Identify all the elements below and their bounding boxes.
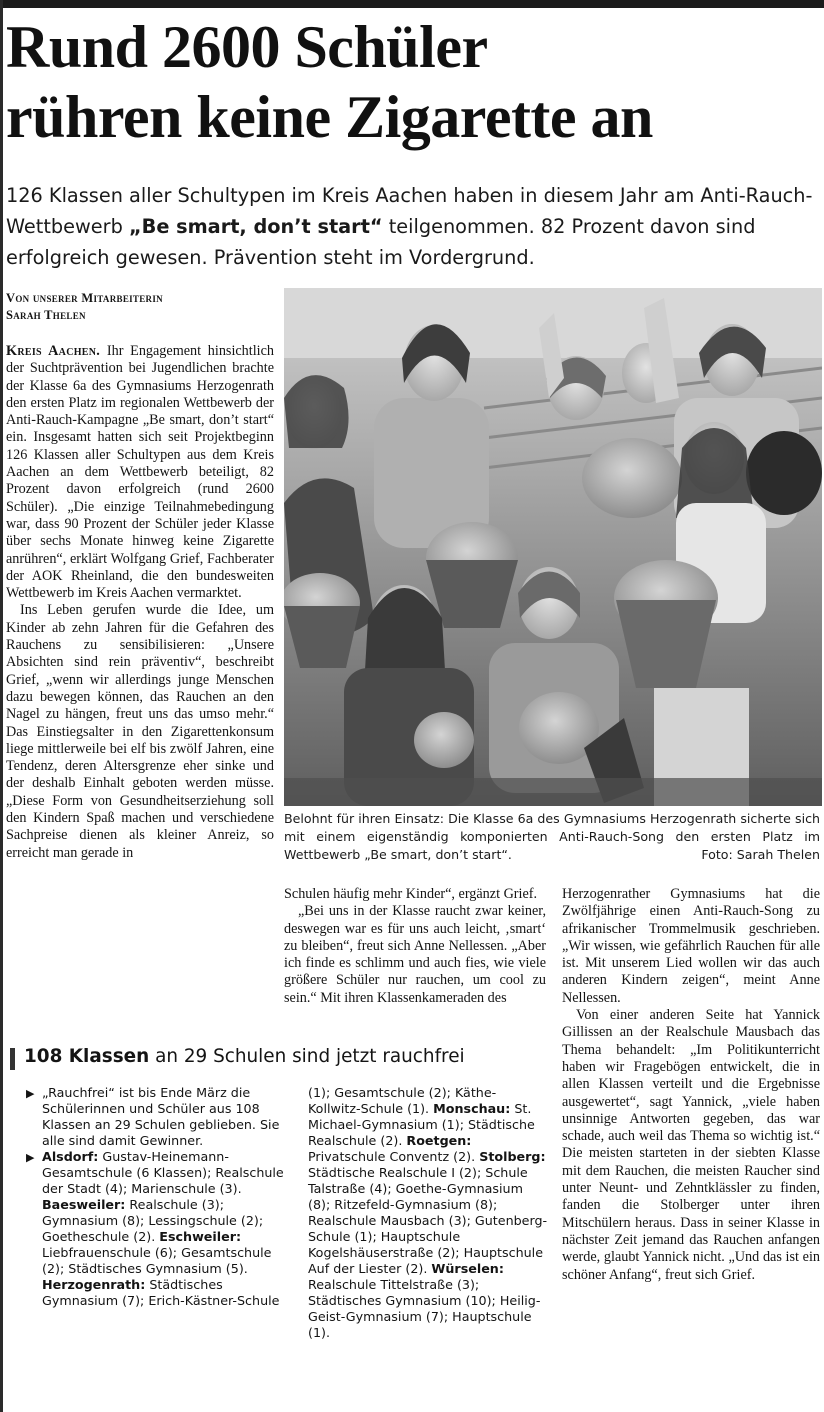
byline-role: Von unserer Mitarbeiterin [6,291,163,305]
headline-line-2: rühren keine Zigarette an [6,84,653,150]
town-label: Herzogenrath: [42,1277,146,1292]
photo-caption [284,810,820,864]
list-item-text: „Rauchfrei“ ist bis Ende März die Schülerinnen und Schüler aus 108 Klassen an 29 Schulen geblieben. Sie alle sind damit Gewinner. [42,1085,280,1148]
article-paragraph: „Bei uns in der Klasse raucht zwar keiner, deswegen war es für uns auch leicht, ‚smart‘ zu bleiben“, freut sich Anne Nellessen. „Aber ich finde es schlimm und auch fies, wie viele größere Schüler nur rauchen, um cool zu sein.“ Mit ihren Klassenkameraden des [284,903,546,1006]
infobox-list [26,1085,292,1309]
infobox-column-1 [26,1085,292,1309]
article-paragraph [6,343,274,602]
left-edge-bar [0,0,3,1412]
deck-campaign-name: „Be smart, don’t start“ [128,215,383,238]
deck-part-2: teilgenommen. 82 Prozent davon sind erfolgreich gewesen. Prävention steht im Vordergrund. [6,215,756,269]
article-paragraph: Von einer anderen Seite hat Yannick Gillissen an der Realschule Mausbach das Thema behandelt: „Im Politikunterricht haben wir Fragebögen entwickelt, die in allen Klassen verteilt und die Ergebnisse ausgewertet“, sagt Yannick, „viele haben unsinnige Antworten gegeben, das war schade, auch weil das Thema so wichtig ist.“ Die meisten starteten in der siebten Klasse mit dem Rauchen, die meisten Raucher sind unter Neunt- und Zehntklässler zu finden, fanden die Stolberger unter ihren Mitschülern heraus. Dass in seiner Klasse in nächster Zeit jemand das Rauchen anfangen werde, glaubt Yannick nicht. „Und das ist ein schöner Anfang“, freut sich Grief. [562,1007,820,1283]
school-list: St. Michael-Gymnasium (1); Städtische Realschule (2). [308,1101,535,1148]
article-column-2 [284,886,546,1007]
headline-line-1: Rund 2600 Schüler [6,14,488,80]
town-label: Würselen: [431,1261,504,1276]
photo-illustration [284,288,822,806]
town-label: Eschweiler: [159,1229,242,1244]
town-label: Roetgen: [406,1133,472,1148]
town-label: Baesweiler: [42,1197,126,1212]
deck-subheadline [6,180,821,273]
school-list: Realschule Tittelstraße (3); Städtisches Gymnasium (10); Heilig-Geist-Gymnasium (7); Hauptschule (1). [308,1277,541,1340]
photo-credit: Foto: Sarah Thelen [701,847,820,862]
triangle-bullet-icon: ▶ [26,1087,35,1100]
school-list: Städtisches Gymnasium (7); Erich-Kästner-Schule [42,1277,280,1308]
town-label: Alsdorf: [42,1149,99,1164]
dateline: Kreis Aachen. [6,343,101,359]
infobox-continued-text [308,1085,548,1341]
headline [6,12,821,152]
infobox-accent-rule [10,1048,15,1070]
school-list: Liebfrauenschule (6); Gesamtschule (2); Städtisches Gymnasium (5). [42,1245,272,1276]
caption-text: Belohnt für ihren Einsatz: Die Klasse 6a des Gymnasiums Herzogenrath sicherte sich mit einem eigenständig komponierten Anti-Rauch-Song den ersten Platz im Wettbewerb „Be smart, don’t start“. [284,811,820,862]
school-list: Städtische Realschule I (2); Schule Talstraße (4); Goethe-Gymnasium (8); Ritzefeld-Gymnasium (8); Realschule Mausbach (3); Gutenberg-Schule (1); Hauptschule Kogelshäuserstraße (2); Hauptschule Auf der Liester (2). [308,1165,548,1276]
byline [6,290,276,324]
school-list: Gustav-Heinemann-Gesamtschule (6 Klassen); Realschule der Stadt (4); Marienschule (3). [42,1149,284,1196]
article-text: Ihr Engagement hinsichtlich der Suchtprävention bei Jugendlichen brachte der Klasse 6a des Gymnasiums Herzogenrath den ersten Platz im regionalen Wettbewerb der Anti-Rauch-Kampagne „Be smart, don’t start“ ein. Insgesamt hatten sich seit Projektbeginn 126 Klassen aller Schultypen aus dem Kreis Aachen an dem Wettbewerb beteiligt, 82 Prozent davon erfolgreich (rund 2600 Schüler). „Die einzige Teilnahmebedingung war, dass 90 Prozent der Schüler jeder Klasse über sechs Monate hinweg keine Zigarette anrühren“, erklärt Wolfgang Grief, Fachberater der AOK Rheinland, die den bundesweiten Wettbewerb im Kreis Aachen vermarktet. [6,343,274,602]
article-photo [284,288,822,806]
list-item [26,1085,292,1149]
triangle-bullet-icon: ▶ [26,1151,35,1164]
infobox-title-rest: an 29 Schulen sind jetzt rauchfrei [149,1046,465,1067]
school-list: Privatschule Conventz (2). [308,1149,480,1164]
town-label: Monschau: [433,1101,511,1116]
list-item [26,1149,292,1309]
town-label: Stolberg: [479,1149,546,1164]
article-column-1 [6,343,274,862]
article-paragraph: Ins Leben gerufen wurde die Idee, um Kinder ab zehn Jahren für die Gefahren des Rauchens zu sensibilisieren: „Unsere Absichten sind rein präventiv“, beschreibt Grief, „wenn wir allerdings junge Menschen dazu bewegen können, das Rauchen an den Nagel zu hängen, freut uns das umso mehr.“ Das Einstiegsalter in den Zigarettenkonsum liege mittlerweile bei elf bis zwölf Jahren, eine Tendenz, deren Altersgrenze eher sinke und der deshalb Einhalt geboten werden müsse. „Diese Form von Gesundheitserziehung soll den Kindern Spaß machen und verschiedene Sachpreise dienen als kleiner Anreiz, so erreicht man gerade in [6,602,274,861]
byline-author: Sarah Thelen [6,308,86,322]
article-paragraph: Schulen häufig mehr Kinder“, ergänzt Grief. [284,886,538,902]
article-paragraph: Herzogenrather Gymnasiums hat die Zwölfjährige einen Anti-Rauch-Song zu afrikanischer Trommelmusik geschrieben. „Wir wissen, wie gefährlich Rauchen für alle ist. Mit unserem Lied wollen wir das auch anderen Kindern zeigen“, meint Anne Nellessen. [562,886,820,1006]
infobox-title [24,1044,544,1070]
deck-part-1: 126 Klassen aller Schultypen im Kreis Aachen haben in diesem Jahr am Anti-Rauch-Wettbewerb [6,184,813,238]
infobox-title-bold: 108 Klassen [24,1046,150,1067]
top-edge-bar [0,0,824,8]
infobox-column-2 [308,1085,548,1341]
article-column-3 [562,886,820,1284]
school-list: (1); Gesamtschule (2); Käthe-Kollwitz-Schule (1). [308,1085,497,1116]
school-list: Realschule (3); Gymnasium (8); Lessingschule (2); Goetheschule (2). [42,1197,264,1244]
